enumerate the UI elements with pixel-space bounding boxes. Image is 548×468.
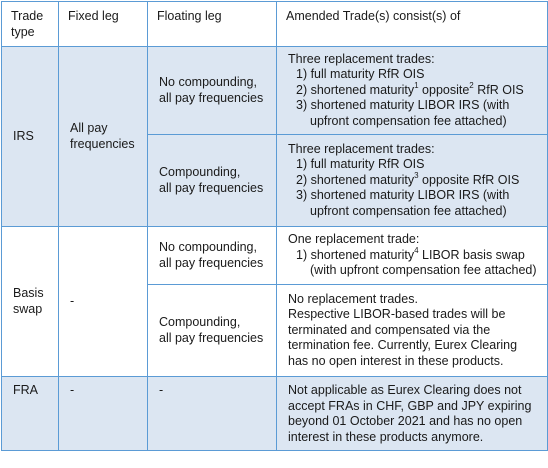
header-floating-leg: Floating leg: [148, 2, 277, 47]
fixed-leg-basis-swap: -: [59, 227, 148, 377]
trade-type-irs: IRS: [2, 47, 59, 227]
floating-leg-basis-compounding: Compounding, all pay frequencies: [148, 285, 277, 377]
table-row: [2, 47, 548, 135]
table-row: [2, 377, 548, 451]
floating-leg-fra: -: [148, 377, 277, 451]
amended-irs-no-compounding: Three replacement trades: 1) full maturity RfR OIS 2) shortened maturity$^1$ opposite$^2$ RfR OIS 3) shortened maturity LIBOR IRS (with upfront compensation fee attached): [277, 47, 548, 135]
amended-trades-table: [1, 1, 548, 451]
trade-type-basis-swap: Basis swap: [2, 227, 59, 377]
header-row: [2, 2, 548, 47]
fixed-leg-irs: All pay frequencies: [59, 47, 148, 227]
table-row: [2, 227, 548, 285]
floating-leg-basis-no-compounding: No compounding, all pay frequencies: [148, 227, 277, 285]
header-amended-trades: Amended Trade(s) consist(s) of: [277, 2, 548, 47]
header-fixed-leg: Fixed leg: [59, 2, 148, 47]
header-trade-type: Trade type: [2, 2, 59, 47]
floating-leg-irs-compounding: Compounding, all pay frequencies: [148, 135, 277, 227]
amended-irs-compounding: Three replacement trades: 1) full maturity RfR OIS 2) shortened maturity$^3$ opposite RfR OIS 3) shortened maturity LIBOR IRS (with upfront compensation fee attached): [277, 135, 548, 227]
trade-type-fra: FRA: [2, 377, 59, 451]
amended-basis-compounding: No replacement trades. Respective LIBOR-based trades will be terminated and compensated via the termination fee. Currently, Eurex Clearing has no open interest in these products.: [277, 285, 548, 377]
amended-basis-no-compounding: One replacement trade: 1) shortened maturity$^4$ LIBOR basis swap (with upfront compensation fee attached): [277, 227, 548, 285]
fixed-leg-fra: -: [59, 377, 148, 451]
floating-leg-irs-no-compounding: No compounding, all pay frequencies: [148, 47, 277, 135]
amended-fra: Not applicable as Eurex Clearing does not accept FRAs in CHF, GBP and JPY expiring beyond 01 October 2021 and has no open interest in these products anymore.: [277, 377, 548, 451]
